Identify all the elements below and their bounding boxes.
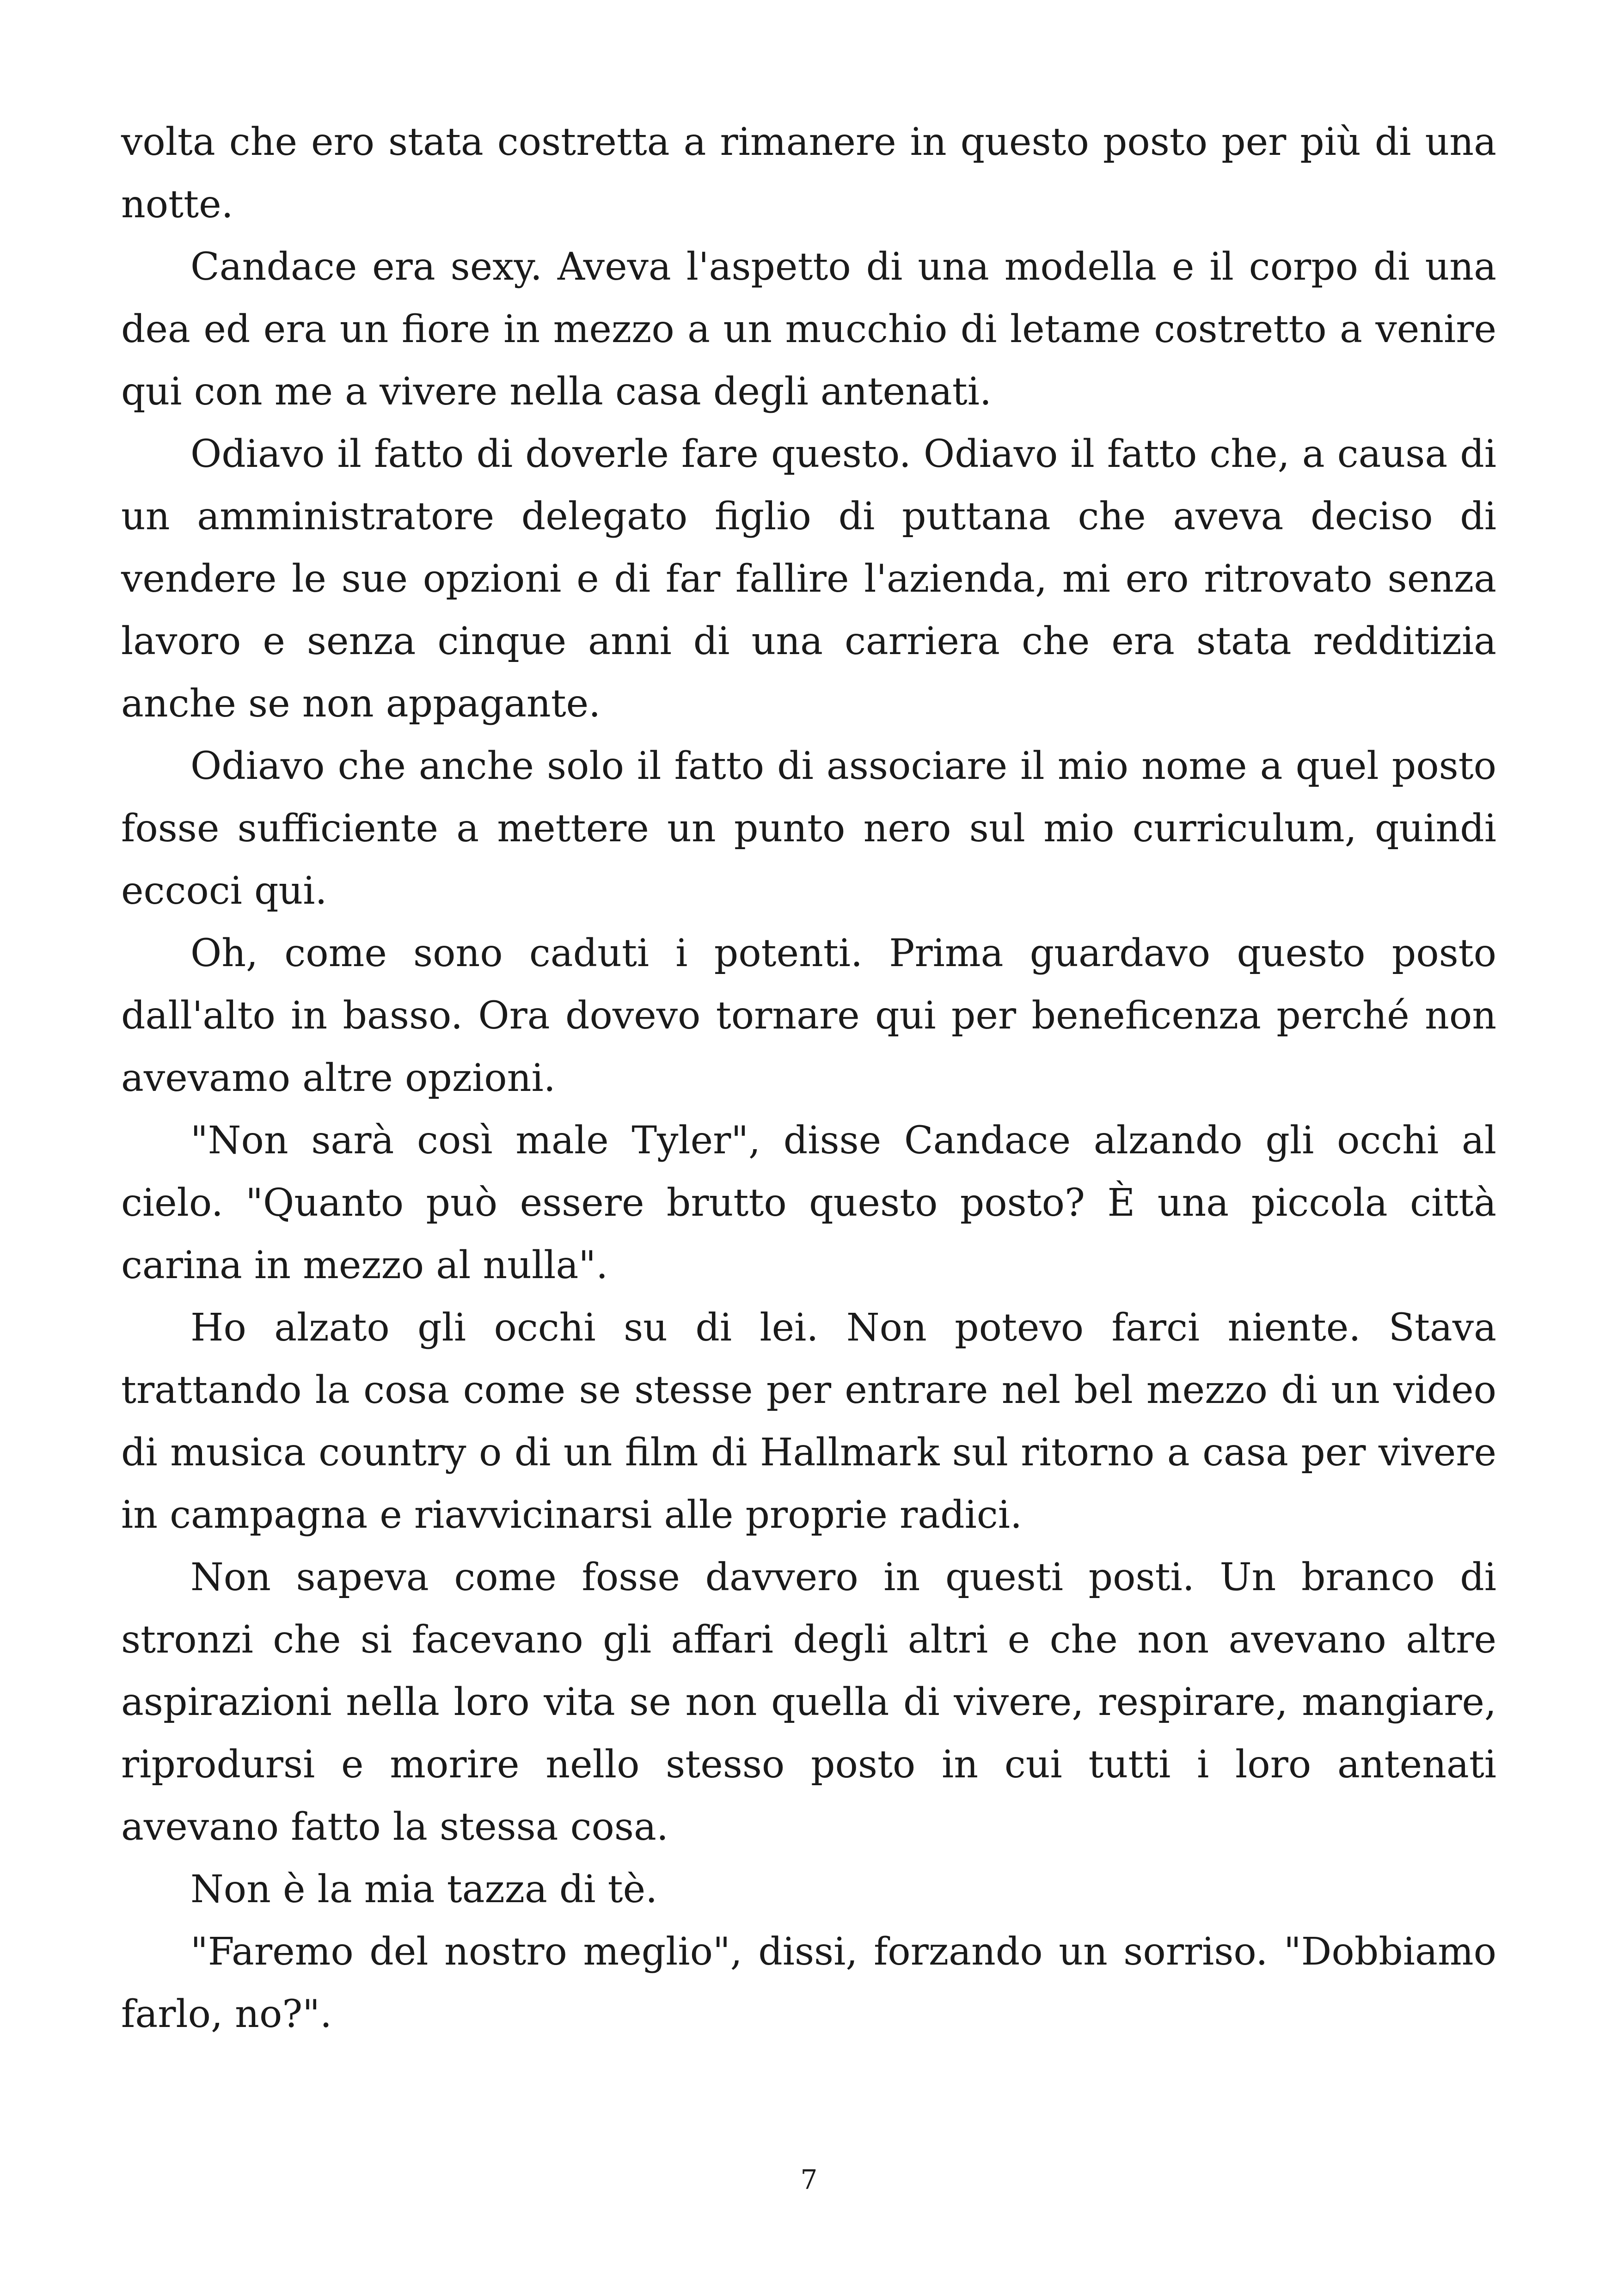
paragraph: Non sapeva come fosse davvero in questi posti. Un branco di stronzi che si facevano gli affari degli altri e che non avevano altre aspirazioni nella loro vita se non quella di vivere, respirare, mangiare, riprodursi e morire nello stesso posto in cui tutti i loro antenati avevano fatto la stessa cosa. bbox=[121, 1555, 1496, 1849]
paragraph: Odiavo che anche solo il fatto di associare il mio nome a quel posto fosse sufficiente a mettere un punto nero sul mio curriculum, quindi eccoci qui. bbox=[121, 744, 1496, 913]
paragraph: Non è la mia tazza di tè. bbox=[190, 1867, 658, 1911]
paragraph: "Non sarà così male Tyler", disse Candace alzando gli occhi al cielo. "Quanto può essere brutto questo posto? È una piccola città carina in mezzo al nulla". bbox=[121, 1119, 1496, 1287]
paragraph: "Faremo del nostro meglio", dissi, forzando un sorriso. "Dobbiamo farlo, no?". bbox=[121, 1930, 1496, 2036]
paragraph: Candace era sexy. Aveva l'aspetto di una modella e il corpo di una dea ed era un fiore in mezzo a un mucchio di letame costretto a venire qui con me a vivere nella casa degli antenati. bbox=[121, 245, 1496, 414]
page-number: 7 bbox=[800, 2164, 818, 2195]
paragraph: Ho alzato gli occhi su di lei. Non potevo farci niente. Stava trattando la cosa come se stesse per entrare nel bel mezzo di un video di musica country o di un film di Hallmark sul ritorno a casa per vivere in campagna e riavvicinarsi alle proprie radici. bbox=[121, 1306, 1496, 1537]
paragraph: Oh, come sono caduti i potenti. Prima guardavo questo posto dall'alto in basso. Ora dovevo tornare qui per beneficenza perché non avevamo altre opzioni. bbox=[121, 931, 1496, 1100]
body-text bbox=[121, 111, 1496, 2045]
paragraph: volta che ero stata costretta a rimanere in questo posto per più di una notte. bbox=[121, 120, 1496, 227]
paragraph: Odiavo il fatto di doverle fare questo. Odiavo il fatto che, a causa di un amministratore delegato figlio di puttana che aveva deciso di vendere le sue opzioni e di far fallire l'azienda, mi ero ritrovato senza lavoro e senza cinque anni di una carriera che era stata redditizia anche se non appagante. bbox=[121, 432, 1496, 726]
